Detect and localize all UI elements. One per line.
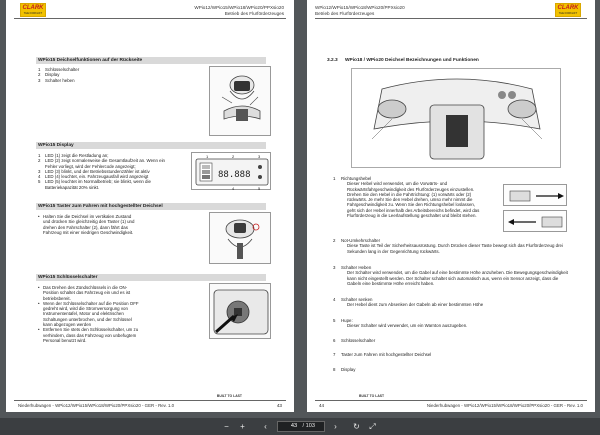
travel-button-drawing (210, 213, 272, 265)
display-led-list (38, 153, 170, 190)
list-item: 2 Display (38, 72, 60, 78)
logo-brand: CLARK (22, 5, 44, 11)
list-item: 1 Schlüsselschalter (38, 67, 80, 72)
section-title-travel-button: WPio15 Taster zum Fahren mit hochgestellter Deichsel (36, 203, 266, 210)
list-item: 4 LED (4) leuchtet, ein. Fahrzeugausfall wird angezeigt (38, 174, 149, 180)
header-rule (315, 18, 587, 19)
header-rule (14, 18, 286, 19)
list-item: • Wenn der Schlüsselschalter auf die Position OFF gedreht wird, wird die Stromversorgung von Instrumententafel, Motor und elektrischen Schaltungen unterbrochen, und der Schlüssel kann abgezogen werden (38, 301, 142, 327)
pdf-viewer-toolbar (0, 418, 600, 435)
key-switch-list (38, 285, 142, 343)
list-item: 1 LED (1) zeigt die Restladung an; (38, 153, 109, 158)
logo-tagline: THE FORKLIFT (558, 12, 578, 15)
list-item: 3 Schalter heben (38, 77, 75, 83)
footer-text: Niederhubwagen - WPio12/WPio15/WPio18/WPio20/PPXsio20 - GER - Rev. 1.0 (18, 403, 175, 408)
brand-mark: BUILT TO LAST (216, 394, 242, 398)
travel-button-list (38, 214, 138, 235)
callout-1: 1 (206, 154, 209, 159)
list-item: • Entfernen Sie stets den Schlüsselschalter, um zu verhindern, dass das Fahrzeug von unbefugtem Personal benutzt wird. (38, 327, 142, 343)
section-title-rear-functions: WPio15 Deichselfunktionen auf der Rückseite (36, 57, 266, 64)
section-heading (327, 58, 479, 63)
page-number: 44 (319, 403, 325, 408)
footer-rule (315, 400, 587, 401)
forward-drawing (504, 185, 568, 207)
header-model: WPio12/WPio15/WPio18/WPio20/PPXsio20 (194, 5, 284, 10)
zoom-out-icon[interactable]: − (224, 422, 229, 431)
section-title-display: WPio15 Display (36, 142, 266, 149)
footer-rule (14, 400, 286, 401)
clark-logo (20, 3, 46, 17)
logo-brand: CLARK (557, 5, 579, 11)
section-heading-text: WPio18 / WPio20 Deichsel Bezeichnungen und Funktionen (345, 58, 479, 63)
next-page-icon[interactable]: › (334, 422, 337, 431)
function-item-4: 4 Schalter senken Der Hebel dient zum Absenken der Gabeln ab einer bestimmten Höhe (333, 297, 484, 308)
header-model: WPio12/WPio15/WPio18/WPio20/PPXsio20 (315, 5, 405, 10)
logo-tagline: THE FORKLIFT (23, 12, 43, 15)
callout-2: 2 (232, 154, 235, 159)
list-item: 5 LED (5) leuchtet im Normalbetrieb; sie blinkt, wenn die Batteriekapazität 20% sinkt. (38, 179, 151, 190)
rotate-icon[interactable]: ↻ (353, 422, 360, 431)
tiller-front-drawing (352, 69, 562, 169)
list-item: 2 LED (2) zeigt normalerweise die Gesamtlaufzeit an. Wenn ein Fehler vorliegt, wird der Fehlercode angezeigt; (38, 158, 165, 169)
display-panel-illustration (191, 152, 271, 190)
section-title-key-switch: WPio15 Schlüsselschalter (36, 274, 266, 281)
prev-page-icon[interactable]: ‹ (264, 422, 267, 431)
reverse-illustration (503, 210, 567, 232)
travel-button-illustration (209, 212, 271, 264)
callout-5: 5 (258, 186, 261, 191)
page-indicator (277, 421, 325, 432)
zoom-in-icon[interactable]: + (240, 422, 245, 431)
page-number-input[interactable] (287, 423, 301, 429)
left-page (6, 0, 294, 412)
function-item-6: 6 Schlüsselschalter (333, 338, 376, 343)
reverse-drawing (504, 211, 568, 233)
list-item: • Das Drehen des Zündschlüssels in die ON-Position schaltet das Fahrzeug ein und es ist betriebsbereit. (38, 285, 142, 301)
tiller-rear-illustration (209, 66, 271, 136)
brand-mark: BUILT TO LAST (359, 394, 385, 398)
display-readout: 88.888 (218, 170, 251, 180)
callout-4: 4 (232, 186, 235, 191)
forward-illustration (503, 184, 567, 206)
function-item-7: 7 Taster zum Fahren mit hochgestellter Deichsel (333, 352, 432, 357)
function-item-5: 5 Hupe: Dieser Schalter wird verwendet, um ein Warnton auszugeben. (333, 318, 468, 329)
function-item-2: 2 Not-Umkehrschalter Diese Taste ist Teil der Sicherheitsausrüstung. Durch Drücken dieser Taste bewegt sich das Flurförderzeug drei Sekunden lang in der Gegenrichtung rückwärts. (333, 238, 563, 254)
header-subtitle: Betrieb des Flurförderzeuges (315, 11, 375, 16)
tiller-front-illustration (351, 68, 561, 168)
section-number: 3.2.3 (327, 58, 338, 63)
list-item: • Halten Sie die Deichsel im vertikalen Zustand und drücken Sie gleichzeitig den Taster (1) und drehen den Fahrschalter (2), dann fährt das Fahrzeug mit einer niedrigen Geschwindigkeit. (38, 214, 138, 235)
page-total: / 103 (302, 423, 315, 429)
callout-3: 3 (258, 154, 261, 159)
header-subtitle: Betrieb des Flurförderzeuges (224, 11, 284, 16)
rear-functions-list (38, 67, 128, 83)
key-switch-drawing (210, 284, 272, 340)
right-page (307, 0, 595, 412)
tiller-rear-drawing (210, 67, 272, 137)
function-item-8: 8 Display (333, 367, 356, 372)
key-switch-illustration (209, 283, 271, 339)
function-item-1: 1 Richtungshebel Dieser Hebel wird verwendet, um die Vorwärts- und Rückwärtsfahrgeschwindigkeit des Flurförderzeuges einzustellen. Drehen Sie den Hebel in die Fahrtrichtung: (1) vorwärts oder (2) rückwärts. Je mehr Sie den Hebel drehen, umso mehr nimmt die Fahrgeschwindigkeit zu. Wenn Sie den Richtungshebel loslassen, geht sich der Hebel innerhalb des Arbeitsbereichs befindet, wird das Flurförderzeug in die Leerlaufstellung geschaltet und bleibt stehen. (333, 176, 480, 219)
list-item: 3 LED (3) blinkt, und der Betriebsstundenzähler ist aktiv (38, 168, 150, 174)
function-item-3: 3 Schalter Heben Der Schalter wird verwendet, um die Gabel auf eine bestimmte Höhe anzuheben. Die Bewegungsgeschwindigkeit kann nicht eingestellt werden. Der Schalter schaltet sich automatisch aus, wenn ein Sensor anzeigt, dass die Gabeln eine bestimmte Höhe erreicht haben. (333, 265, 568, 286)
footer-text: Niederhubwagen - WPio12/WPio15/WPio18/WPio20/PPXsio20 - GER - Rev. 1.0 (426, 403, 583, 408)
page-number: 43 (276, 403, 282, 408)
display-panel-drawing (192, 153, 272, 191)
fit-page-icon[interactable]: ⤢ (369, 422, 376, 431)
clark-logo (555, 3, 581, 17)
